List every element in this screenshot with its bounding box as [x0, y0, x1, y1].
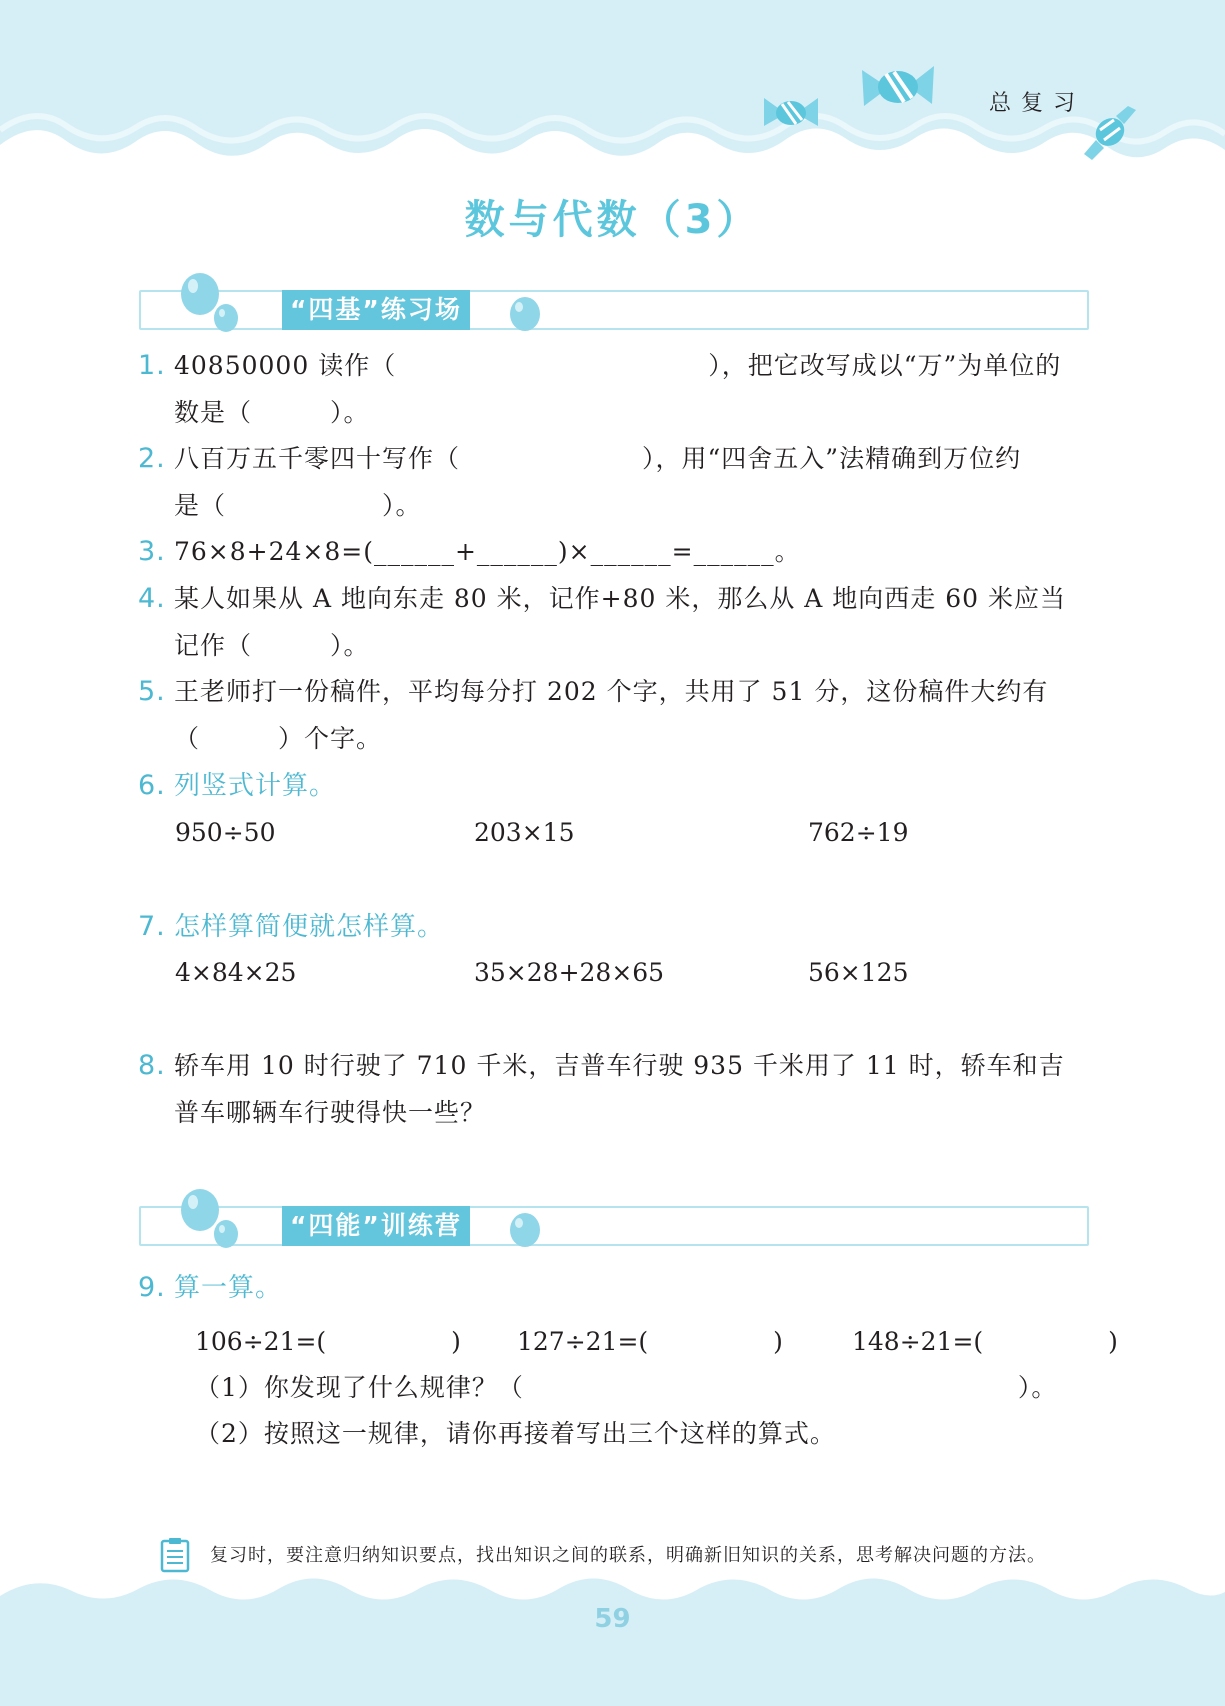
calc-item: 950÷50 — [175, 818, 276, 847]
question-text-cont: 是（ ）。 — [174, 491, 422, 520]
question-heading: 列竖式计算。 — [174, 771, 337, 801]
banner-abilities — [139, 1206, 1089, 1246]
calc-item: 56×125 — [808, 958, 909, 987]
question-number: 2. — [138, 443, 166, 474]
question-5 — [138, 668, 1088, 762]
question-text: 王老师打一份稿件，平均每分打 202 个字，共用了 51 分，这份稿件大约有 — [174, 677, 1049, 706]
tip-text: 复习时，要注意归纳知识要点，找出知识之间的联系，明确新旧知识的关系，思考解决问题的方法。 — [210, 1545, 1046, 1566]
question-number: 5. — [138, 676, 166, 707]
question-2 — [138, 435, 1088, 529]
banner-label: “四能”训练营 — [282, 1206, 470, 1246]
question-number: 6. — [138, 770, 166, 801]
question-text: 76×8+24×8=(______+______)×______=______。 — [174, 537, 801, 566]
question-heading: 怎样算简便就怎样算。 — [174, 912, 445, 942]
calc-item: 148÷21=( ) — [852, 1327, 1118, 1356]
calc-item: 35×28+28×65 — [474, 958, 665, 987]
question-text-cont: （ ）个字。 — [174, 724, 383, 753]
banner-basics — [139, 290, 1089, 330]
banner-label: “四基”练习场 — [282, 290, 470, 330]
balloon-icon — [178, 1188, 242, 1254]
candy-icon — [1080, 104, 1140, 162]
calc-item: 203×15 — [474, 818, 575, 847]
question-9 — [138, 1264, 1088, 1312]
balloon-icon — [508, 296, 542, 336]
calc-item: 106÷21=( ) — [195, 1327, 461, 1356]
question-4 — [138, 575, 1088, 669]
question-number: 8. — [138, 1050, 166, 1081]
calc-item: 762÷19 — [808, 818, 909, 847]
question-1 — [138, 342, 1088, 436]
question-7 — [138, 903, 1088, 951]
question-number: 3. — [138, 536, 166, 567]
candy-icon — [858, 60, 938, 114]
question-text-cont: 普车哪辆车行驶得快一些？ — [174, 1098, 487, 1127]
question-number: 7. — [138, 911, 166, 942]
question-8 — [138, 1042, 1088, 1136]
bottom-wave-band — [0, 1566, 1225, 1706]
question-text-cont: 数是（ ）。 — [174, 398, 370, 427]
balloon-icon — [178, 272, 242, 338]
sub-question-1: （1）你发现了什么规律？（ ）。 — [195, 1373, 1058, 1402]
question-text: 八百万五千零四十写作（ ），用“四舍五入”法精确到万位约 — [174, 444, 1022, 473]
question-number: 1. — [138, 350, 166, 381]
section-label: 总复习 — [988, 91, 1085, 116]
question-text-cont: 记作（ ）。 — [174, 631, 370, 660]
calc-item: 4×84×25 — [175, 958, 297, 987]
question-number: 4. — [138, 583, 166, 614]
question-text: 40850000 读作（ ），把它改写成以“万”为单位的 — [174, 351, 1062, 380]
page-number: 59 — [594, 1604, 631, 1634]
calc-item: 127÷21=( ) — [517, 1327, 783, 1356]
question-3 — [138, 528, 1088, 575]
sub-question-2: （2）按照这一规律，请你再接着写出三个这样的算式。 — [195, 1419, 836, 1448]
candy-icon — [760, 92, 822, 132]
question-6 — [138, 762, 1088, 810]
balloon-icon — [508, 1212, 542, 1252]
question-text: 轿车用 10 时行驶了 710 千米，吉普车行驶 935 千米用了 11 时，轿车和吉 — [174, 1051, 1065, 1080]
page-title: 数与代数（3） — [464, 197, 761, 243]
question-heading: 算一算。 — [174, 1273, 283, 1303]
question-number: 9. — [138, 1272, 166, 1303]
question-text: 某人如果从 A 地向东走 80 米，记作+80 米，那么从 A 地向西走 60 米应当 — [174, 584, 1067, 613]
